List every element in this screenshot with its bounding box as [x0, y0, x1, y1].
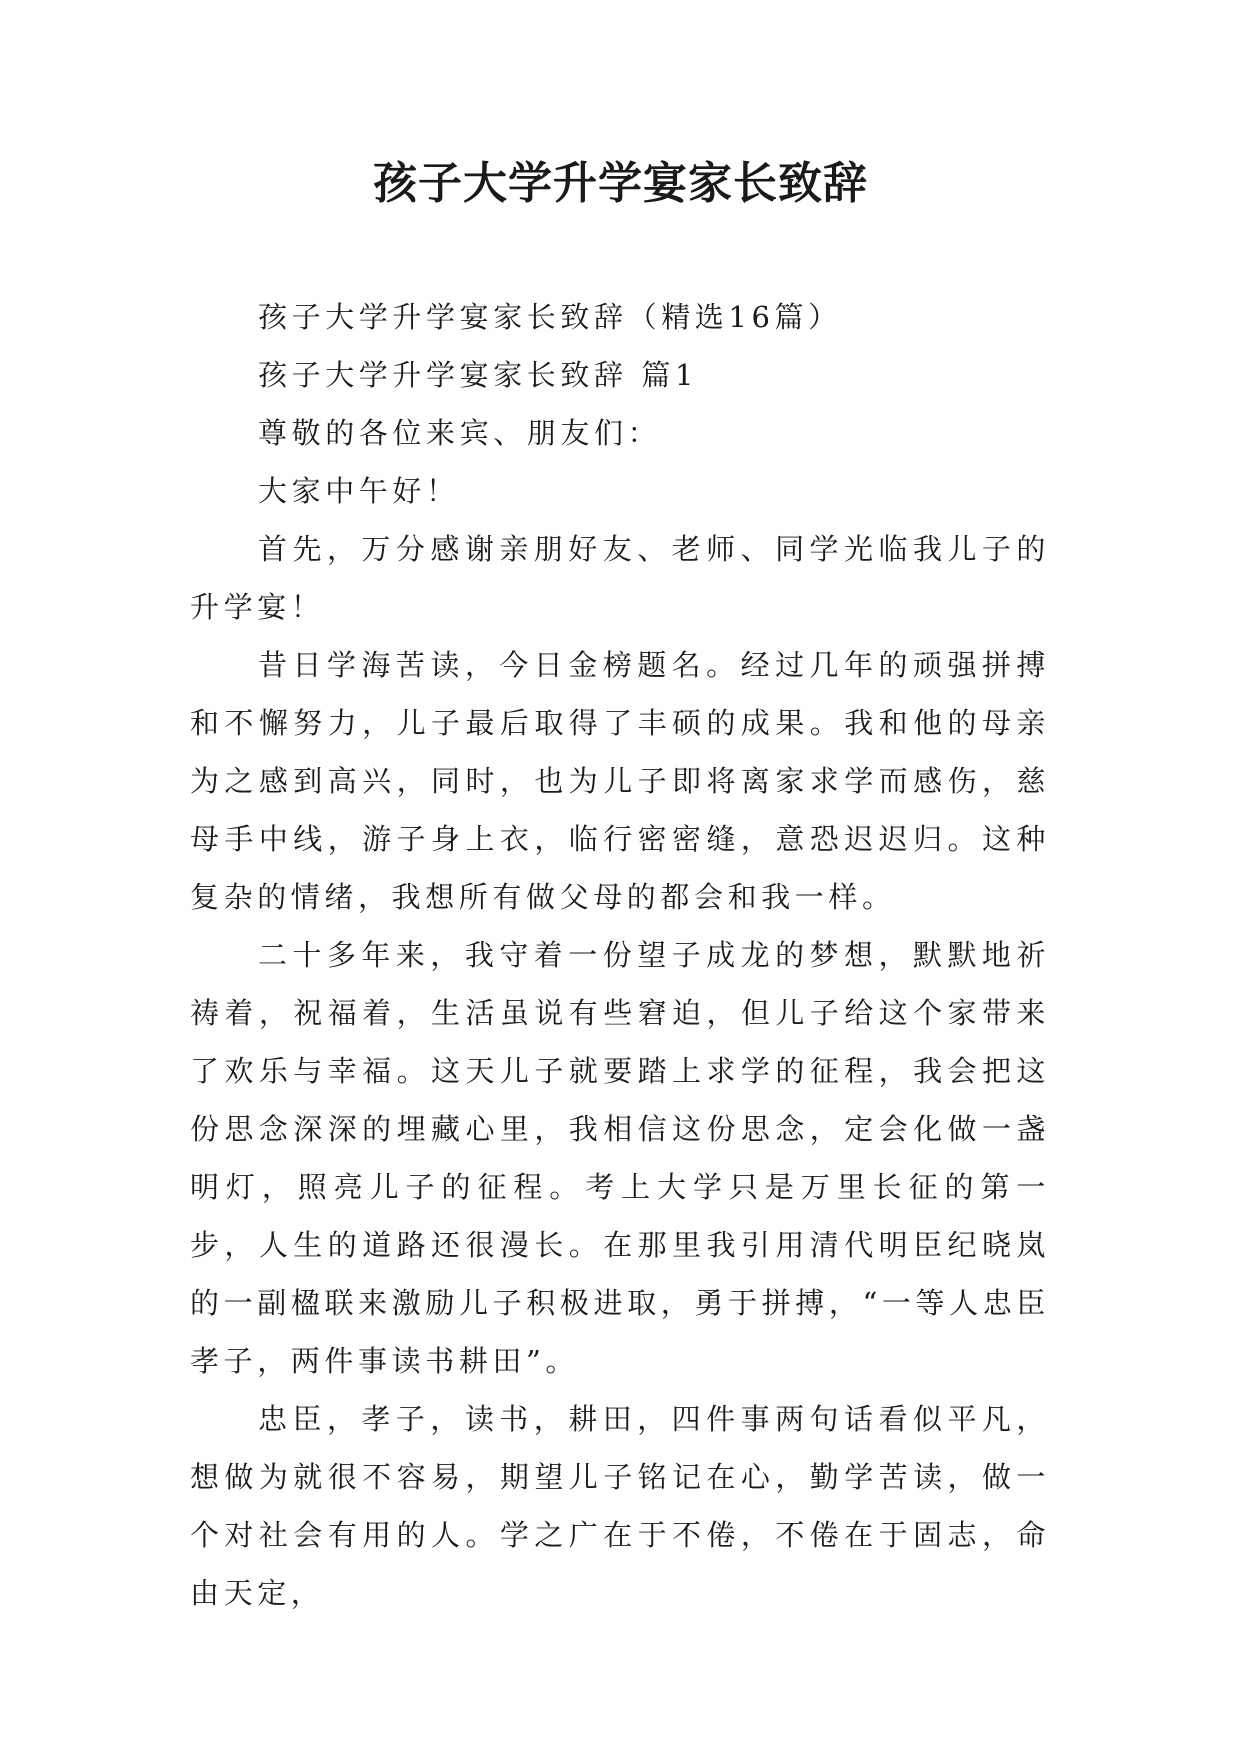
- body-paragraph: 二十多年来，我守着一份望子成龙的梦想，默默地祈祷着，祝福着，生活虽说有些窘迫，但儿子给这个家带来了欢乐与幸福。这天儿子就要踏上求学的征程，我会把这份思念深深的埋藏心里，我相信这份思念，定会化做一盏明灯，照亮儿子的征程。考上大学只是万里长征的第一步，人生的道路还很漫长。在那里我引用清代明臣纪晓岚的一副楹联来激励儿子积极进取，勇于拼搏，“一等人忠臣孝子，两件事读书耕田”。: [190, 938, 1050, 1378]
- document-body: [190, 288, 1050, 1622]
- section-heading: 孩子大学升学宴家长致辞 篇1: [258, 358, 699, 392]
- document-title: 孩子大学升学宴家长致辞: [373, 158, 868, 209]
- subtitle-paragraph: 孩子大学升学宴家长致辞（精选16篇）: [258, 300, 842, 334]
- body-paragraph: 昔日学海苦读，今日金榜题名。经过几年的顽强拼搏和不懈努力，儿子最后取得了丰硕的成果。我和他的母亲为之感到高兴，同时，也为儿子即将离家求学而感伤，慈母手中线，游子身上衣，临行密密缝，意恐迟迟归。这种复杂的情绪，我想所有做父母的都会和我一样。: [190, 648, 1050, 914]
- body-paragraph: 首先，万分感谢亲朋好友、老师、同学光临我儿子的升学宴！: [190, 532, 1050, 624]
- body-paragraph: 忠臣，孝子，读书，耕田，四件事两句话看似平凡，想做为就很不容易，期望儿子铭记在心，勤学苦读，做一个对社会有用的人。学之广在于不倦，不倦在于固志，命由天定，: [190, 1402, 1050, 1610]
- greeting-paragraph: 大家中午好！: [258, 474, 460, 508]
- salutation-paragraph: 尊敬的各位来宾、朋友们：: [258, 416, 662, 450]
